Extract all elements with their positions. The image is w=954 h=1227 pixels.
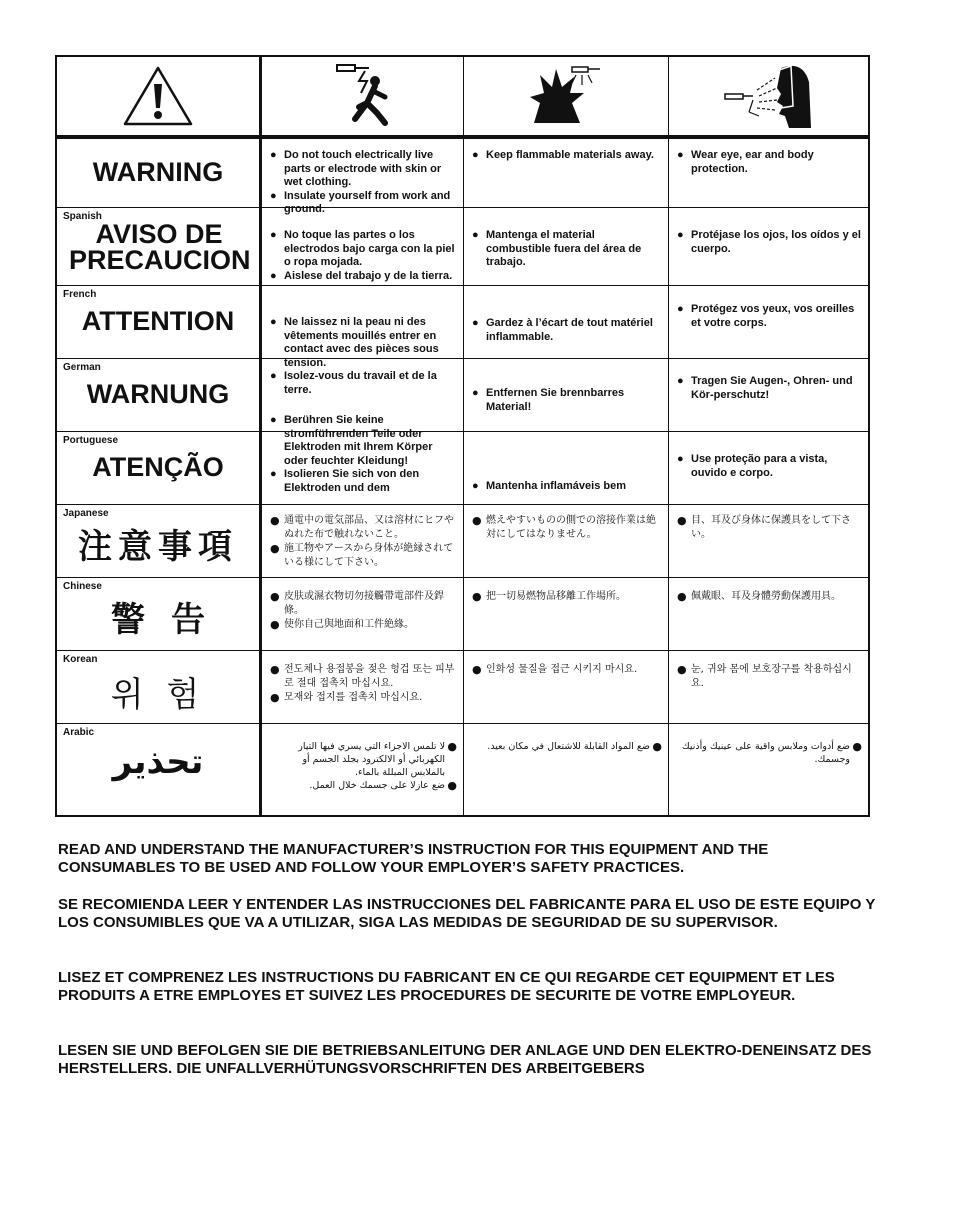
protection-list xyxy=(677,229,862,256)
protection-text-cell xyxy=(669,208,868,285)
row-portuguese xyxy=(57,432,868,505)
heading-cell xyxy=(57,651,262,723)
footer-paragraph-german: LESEN SIE UND BEFOLGEN SIE DIE BETRIEBSANLEITUNG DER ANLAGE UND DEN ELEKTRO-DENEINSATZ DES HERSTELLERS. DIE UNFALLVERHÜTUNGSVORSCHRIFTEN DES ARBEITGEBERS xyxy=(58,1042,872,1077)
protection-text-cell xyxy=(669,505,868,577)
list-item: ● Berühren Sie keine stromführenden Teile oder Elektroden mit Ihrem Körper oder feuchter Kleidung! xyxy=(270,414,457,468)
list-item: ● Aislese del trabajo y de la tierra. xyxy=(270,270,457,284)
icon-cell-protection xyxy=(669,57,868,135)
shock-list xyxy=(270,663,457,705)
fire-text-cell xyxy=(464,208,669,285)
protection-list xyxy=(677,663,862,691)
safety-warning-table xyxy=(55,55,870,817)
list-item: ● Isolieren Sie sich von den Elektroden und dem xyxy=(270,468,457,495)
list-item: ● Isolez-vous du travail et de la terre. xyxy=(270,370,457,397)
protection-text-cell xyxy=(669,286,868,358)
language-label: Korean xyxy=(63,654,98,665)
row-english xyxy=(57,139,868,215)
list-item: ● Mantenha inflamáveis bem xyxy=(472,480,662,494)
protection-list xyxy=(677,375,862,402)
row-spanish xyxy=(57,208,868,286)
fire-text-cell xyxy=(464,724,669,815)
list-item: ● Mantenga el material combustible fuera del área de trabajo. xyxy=(472,229,662,270)
warning-heading: WARNUNG xyxy=(86,379,230,409)
shock-list xyxy=(270,149,457,217)
list-item: ● Entfernen Sie brennbarres Material! xyxy=(472,387,662,414)
list-item: ● No toque las partes o los electrodos bajo carga con la piel o ropa mojada. xyxy=(270,229,457,270)
fire-list xyxy=(472,590,662,604)
shock-text-cell xyxy=(262,651,464,723)
footer-paragraph-french: LISEZ ET COMPRENEZ LES INSTRUCTIONS DU FABRICANT EN CE QUI REGARDE CET EQUIPMENT ET LES PRODUITS A ETRE EMPLOYES ET SUIVEZ LES PROCEDURES DE SECURITE DE VOTRE EMPLOYEUR. xyxy=(58,969,835,1004)
protection-list xyxy=(677,303,862,330)
electric-shock-icon xyxy=(323,61,403,131)
fire-list xyxy=(472,149,662,163)
protection-list xyxy=(677,740,862,766)
fire-text-cell xyxy=(464,432,669,504)
list-item: ● Do not touch electrically live parts or electrode with skin or wet clothing. xyxy=(270,149,457,190)
language-label: German xyxy=(63,362,101,373)
heading-cell xyxy=(57,139,262,207)
warning-heading: ATTENTION xyxy=(81,306,235,336)
shock-text-cell xyxy=(262,724,464,815)
list-item: ● 燃えやすいものの側での溶接作業は絶対にしてはなりません。 xyxy=(472,514,662,542)
shock-text-cell xyxy=(262,208,464,285)
list-item: ● 把一切易燃物品移離工作場所。 xyxy=(472,590,662,604)
shock-text-cell xyxy=(262,286,464,396)
fire-list xyxy=(472,480,662,494)
fire-list xyxy=(472,317,662,344)
row-korean xyxy=(57,651,868,724)
face-protection-icon xyxy=(719,60,819,132)
warning-triangle-icon xyxy=(121,64,195,128)
fire-list xyxy=(472,387,662,414)
protection-list xyxy=(677,514,862,542)
footer-paragraph-spanish: SE RECOMIENDA LEER Y ENTENDER LAS INSTRUCCIONES DEL FABRICANTE PARA EL USO DE ESTE EQUIPO Y LOS CONSUMIBLES QUE VA A UTILIZAR, SIGA LAS MEDIDAS DE SEGURIDAD DE SU SUPERVISOR. xyxy=(58,896,876,931)
footer-paragraph-english: READ AND UNDERSTAND THE MANUFACTURER’S INSTRUCTION FOR THIS EQUIPMENT AND THE CONSUMABLES TO BE USED AND FOLLOW YOUR EMPLOYER’S SAFETY PRACTICES. xyxy=(58,841,769,876)
list-item: ● 施工物やアースから身体が絶縁されている様にして下さい。 xyxy=(270,542,457,570)
protection-list xyxy=(677,590,862,604)
fire-list xyxy=(472,229,662,270)
warning-heading: WARNING xyxy=(92,157,224,187)
protection-list xyxy=(677,453,862,480)
list-item: ● Protéjase los ojos, los oídos y el cuerpo. xyxy=(677,229,862,256)
fire-text-cell xyxy=(464,505,669,577)
fire-text-cell xyxy=(464,651,669,723)
fire-explosion-icon xyxy=(526,61,606,131)
icon-cell-warning xyxy=(57,57,262,135)
shock-text-cell xyxy=(262,432,464,504)
shock-list xyxy=(270,740,457,792)
warning-heading: 注意事項 xyxy=(78,527,238,567)
protection-text-cell xyxy=(669,724,868,815)
heading-cell xyxy=(57,505,262,577)
shock-text-cell xyxy=(262,505,464,577)
icon-cell-shock xyxy=(262,57,464,135)
list-item: ● 目、耳及び身体に保護具をして下さい。 xyxy=(677,514,862,542)
row-chinese xyxy=(57,578,868,651)
list-item: ● 使你自己與地面和工件絶緣。 xyxy=(270,618,457,632)
protection-list xyxy=(677,149,862,176)
list-item: ● 모재와 접지를 접촉치 마십시요. xyxy=(270,691,457,705)
language-label: Chinese xyxy=(63,581,102,592)
heading-cell xyxy=(57,578,262,650)
list-item: ● 皮肤或濕衣物切勿接觸帶電部件及銲條。 xyxy=(270,590,457,618)
fire-text-cell xyxy=(464,139,669,207)
warning-heading: ATENÇÃO xyxy=(92,452,224,482)
list-item: ● Keep flammable materials away. xyxy=(472,149,662,163)
language-label: Portuguese xyxy=(63,435,119,446)
list-item: ● ضع أدوات وملابس واقية على عينيك وأذنيك وجسمك. xyxy=(677,740,862,766)
language-label: Spanish xyxy=(63,211,102,222)
heading-cell xyxy=(57,724,262,815)
list-item: ● Tragen Sie Augen-, Ohren- und Kör-perschutz! xyxy=(677,375,862,402)
fire-text-cell xyxy=(464,286,669,358)
row-arabic xyxy=(57,724,868,815)
heading-cell xyxy=(57,208,262,285)
protection-text-cell xyxy=(669,432,868,504)
protection-text-cell xyxy=(669,139,868,207)
list-item: ● ضع المواد القابلة للاشتعال في مكان بعيد. xyxy=(472,740,662,753)
protection-text-cell xyxy=(669,359,868,431)
shock-list xyxy=(270,590,457,632)
language-label: Arabic xyxy=(63,727,95,738)
fire-list xyxy=(472,740,662,753)
list-item: ● Wear eye, ear and body protection. xyxy=(677,149,862,176)
shock-text-cell xyxy=(262,139,464,215)
warning-heading: 警告 xyxy=(111,600,231,640)
fire-list xyxy=(472,663,662,677)
protection-text-cell xyxy=(669,578,868,650)
row-japanese xyxy=(57,505,868,578)
shock-text-cell xyxy=(262,359,464,494)
list-item: ● 눈, 귀와 몸에 보호장구를 착용하십시요. xyxy=(677,663,862,691)
heading-cell xyxy=(57,359,262,431)
warning-heading: AVISO DE PRECAUCION xyxy=(69,219,251,275)
heading-cell xyxy=(57,286,262,358)
list-item: ● 通電中の電気部品、又は溶材にヒフやぬれた布で触れないこと。 xyxy=(270,514,457,542)
protection-text-cell xyxy=(669,651,868,723)
list-item: ● Use proteção para a vista, ouvido e corpo. xyxy=(677,453,862,480)
shock-list xyxy=(270,229,457,283)
icon-row xyxy=(57,57,868,139)
shock-list xyxy=(270,514,457,570)
fire-text-cell xyxy=(464,359,669,431)
warning-heading: تحذير xyxy=(112,742,204,782)
language-label: French xyxy=(63,289,97,300)
list-item: ● 전도체나 용접봉을 젖은 헝겁 또는 피부로 절대 접촉치 마십시요. xyxy=(270,663,457,691)
list-item: ● Protégez vos yeux, vos oreilles et votre corps. xyxy=(677,303,862,330)
list-item: ● 인화성 물질을 접근 시키지 마시요. xyxy=(472,663,662,677)
list-item: ● لا تلمس الاجزاء التي يسري فيها التيار الكهربائي أو الالكترود بجلد الجسم أو بالملابس المبللة بالماء. xyxy=(270,740,457,779)
icon-cell-fire xyxy=(464,57,669,135)
heading-cell xyxy=(57,432,262,504)
list-item: ● Ne laissez ni la peau ni des vêtements mouillés entrer en contact avec des pièces sous tension. xyxy=(270,316,457,370)
shock-text-cell xyxy=(262,578,464,650)
language-label: Japanese xyxy=(63,508,109,519)
list-item: ● Insulate yourself from work and ground. xyxy=(270,190,457,217)
list-item: ● Gardez à l’écart de tout matériel inflammable. xyxy=(472,317,662,344)
warning-heading: 위 험 xyxy=(110,675,206,715)
fire-list xyxy=(472,514,662,542)
list-item: ● 佩戴眼、耳及身體勞動保護用具。 xyxy=(677,590,862,604)
list-item: ● ضع عازلا على جسمك خلال العمل. xyxy=(270,779,457,792)
fire-text-cell xyxy=(464,578,669,650)
